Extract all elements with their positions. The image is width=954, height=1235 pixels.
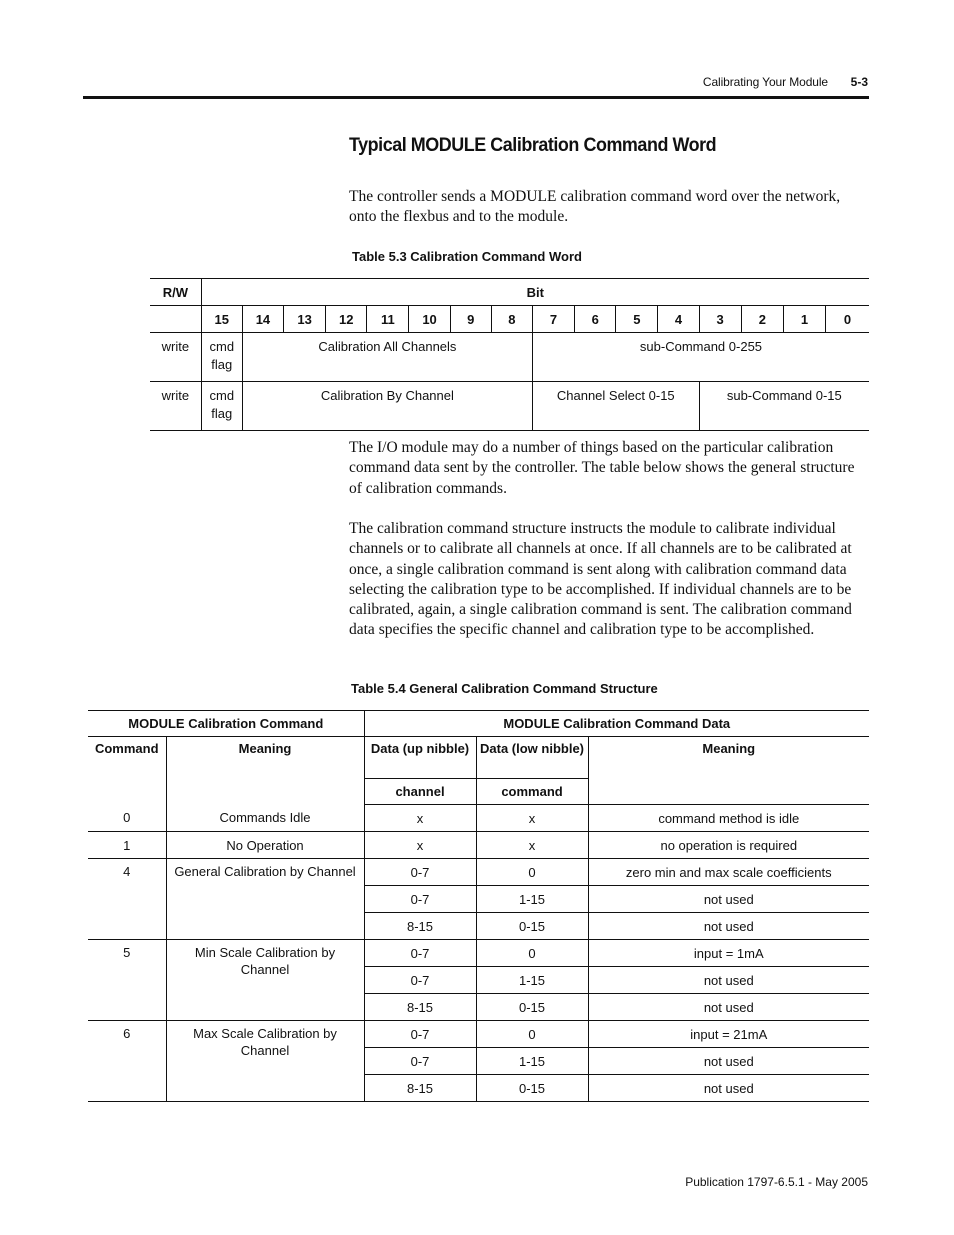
data-up-cell: 0-7 bbox=[364, 1048, 476, 1075]
bit-number: 3 bbox=[699, 306, 741, 333]
bit-number: 13 bbox=[284, 306, 326, 333]
bit-number: 1 bbox=[783, 306, 825, 333]
meaning-cell: Commands Idle bbox=[166, 805, 364, 832]
cmd-flag-cell: cmd flag bbox=[201, 333, 242, 382]
bit-number: 0 bbox=[826, 306, 869, 333]
page-number: 5-3 bbox=[850, 75, 868, 89]
table-5-3-caption: Table 5.3 Calibration Command Word bbox=[352, 249, 582, 264]
body-paragraph: The calibration command structure instructs the module to calibrate individual channels or to calibrate all channels at once. If all channels are to be calibrated at once, a single calibration command is sent along with calibration command data selecting the calibration type to be accomplished. If individual channels are to be calibrated, again, a single calibration command is sent. The calibration command data specifies the specific channel and calibration type to be accomplished. bbox=[349, 520, 852, 639]
command-cell: 5 bbox=[88, 940, 166, 1021]
bit-number: 14 bbox=[242, 306, 283, 333]
body-paragraph: The I/O module may do a number of things based on the particular calibration command data sent by the controller. The table below shows the general structure of calibration commands. bbox=[349, 439, 855, 497]
command-subheader: command bbox=[476, 779, 588, 805]
general-calibration-command-structure-table bbox=[88, 710, 869, 1102]
data-up-cell: 0-7 bbox=[364, 967, 476, 994]
bit-number: 6 bbox=[575, 306, 616, 333]
group-header-command: MODULE Calibration Command bbox=[88, 711, 364, 737]
meaning-header: Meaning bbox=[166, 737, 364, 805]
meaning-cell: Max Scale Calibration by Channel bbox=[166, 1021, 364, 1102]
table-5-4-caption: Table 5.4 General Calibration Command Structure bbox=[351, 681, 658, 696]
bit-number: 10 bbox=[409, 306, 450, 333]
data-low-cell: 0-15 bbox=[476, 1075, 588, 1102]
field-cell: Calibration All Channels bbox=[242, 333, 532, 382]
data-up-cell: 0-7 bbox=[364, 859, 476, 886]
data-meaning-cell: command method is idle bbox=[588, 805, 869, 832]
bit-number: 12 bbox=[326, 306, 367, 333]
data-meaning-cell: not used bbox=[588, 967, 869, 994]
data-up-cell: 8-15 bbox=[364, 1075, 476, 1102]
data-up-cell: 0-7 bbox=[364, 1021, 476, 1048]
field-cell: Calibration By Channel bbox=[242, 382, 532, 431]
data-meaning-header: Meaning bbox=[588, 737, 869, 805]
rw-header: R/W bbox=[150, 279, 201, 306]
table-row bbox=[88, 1021, 869, 1048]
data-low-cell: 1-15 bbox=[476, 967, 588, 994]
data-low-cell: 1-15 bbox=[476, 1048, 588, 1075]
rw-cell: write bbox=[150, 382, 201, 431]
group-header-data: MODULE Calibration Command Data bbox=[364, 711, 869, 737]
rw-header-blank bbox=[150, 306, 201, 333]
data-up-cell: 0-7 bbox=[364, 886, 476, 913]
field-cell: sub-Command 0-255 bbox=[532, 333, 869, 382]
data-meaning-cell: zero min and max scale coefficients bbox=[588, 859, 869, 886]
field-cell: Channel Select 0-15 bbox=[532, 382, 699, 431]
data-low-cell: 1-15 bbox=[476, 886, 588, 913]
command-header: Command bbox=[88, 737, 166, 805]
field-cell: sub-Command 0-15 bbox=[699, 382, 869, 431]
data-low-cell: 0 bbox=[476, 940, 588, 967]
calibration-command-word-table bbox=[150, 278, 869, 431]
data-meaning-cell: no operation is required bbox=[588, 832, 869, 859]
data-low-cell: x bbox=[476, 805, 588, 832]
data-meaning-cell: not used bbox=[588, 886, 869, 913]
data-low-cell: 0-15 bbox=[476, 913, 588, 940]
command-cell: 4 bbox=[88, 859, 166, 940]
table-row bbox=[88, 805, 869, 832]
data-meaning-cell: input = 21mA bbox=[588, 1021, 869, 1048]
data-low-header: Data (low nibble) bbox=[476, 737, 588, 779]
bit-number: 9 bbox=[450, 306, 491, 333]
data-up-cell: 0-7 bbox=[364, 940, 476, 967]
data-low-cell: 0 bbox=[476, 859, 588, 886]
bit-number: 4 bbox=[658, 306, 699, 333]
table-row bbox=[150, 333, 869, 382]
data-meaning-cell: input = 1mA bbox=[588, 940, 869, 967]
command-cell: 6 bbox=[88, 1021, 166, 1102]
table-row bbox=[150, 382, 869, 431]
bit-header: Bit bbox=[201, 279, 869, 306]
data-up-header: Data (up nibble) bbox=[364, 737, 476, 779]
data-meaning-cell: not used bbox=[588, 913, 869, 940]
bit-number: 7 bbox=[532, 306, 574, 333]
meaning-cell: General Calibration by Channel bbox=[166, 859, 364, 940]
data-meaning-cell: not used bbox=[588, 1075, 869, 1102]
data-low-cell: x bbox=[476, 832, 588, 859]
command-cell: 1 bbox=[88, 832, 166, 859]
data-up-cell: x bbox=[364, 832, 476, 859]
meaning-cell: No Operation bbox=[166, 832, 364, 859]
data-up-cell: 8-15 bbox=[364, 994, 476, 1021]
data-up-cell: x bbox=[364, 805, 476, 832]
data-low-cell: 0-15 bbox=[476, 994, 588, 1021]
bit-number: 8 bbox=[491, 306, 532, 333]
header-rule bbox=[83, 96, 869, 99]
bit-number-row bbox=[150, 306, 869, 333]
channel-subheader: channel bbox=[364, 779, 476, 805]
data-meaning-cell: not used bbox=[588, 994, 869, 1021]
section-heading: Typical MODULE Calibration Command Word bbox=[349, 134, 717, 156]
publication-footer: Publication 1797-6.5.1 - May 2005 bbox=[685, 1175, 868, 1189]
running-header bbox=[0, 72, 954, 92]
table-row bbox=[88, 859, 869, 886]
rw-cell: write bbox=[150, 333, 201, 382]
data-meaning-cell: not used bbox=[588, 1048, 869, 1075]
data-up-cell: 8-15 bbox=[364, 913, 476, 940]
bit-number: 2 bbox=[741, 306, 783, 333]
data-low-cell: 0 bbox=[476, 1021, 588, 1048]
command-cell: 0 bbox=[88, 805, 166, 832]
bit-number: 11 bbox=[367, 306, 409, 333]
bit-number: 15 bbox=[201, 306, 242, 333]
running-header-title: Calibrating Your Module bbox=[702, 75, 828, 89]
table-row bbox=[88, 832, 869, 859]
intro-paragraph: The controller sends a MODULE calibration command word over the network, onto the flexbus and to the module. bbox=[349, 188, 841, 226]
meaning-cell: Min Scale Calibration by Channel bbox=[166, 940, 364, 1021]
cmd-flag-cell: cmd flag bbox=[201, 382, 242, 431]
table-row bbox=[88, 940, 869, 967]
bit-number: 5 bbox=[616, 306, 658, 333]
